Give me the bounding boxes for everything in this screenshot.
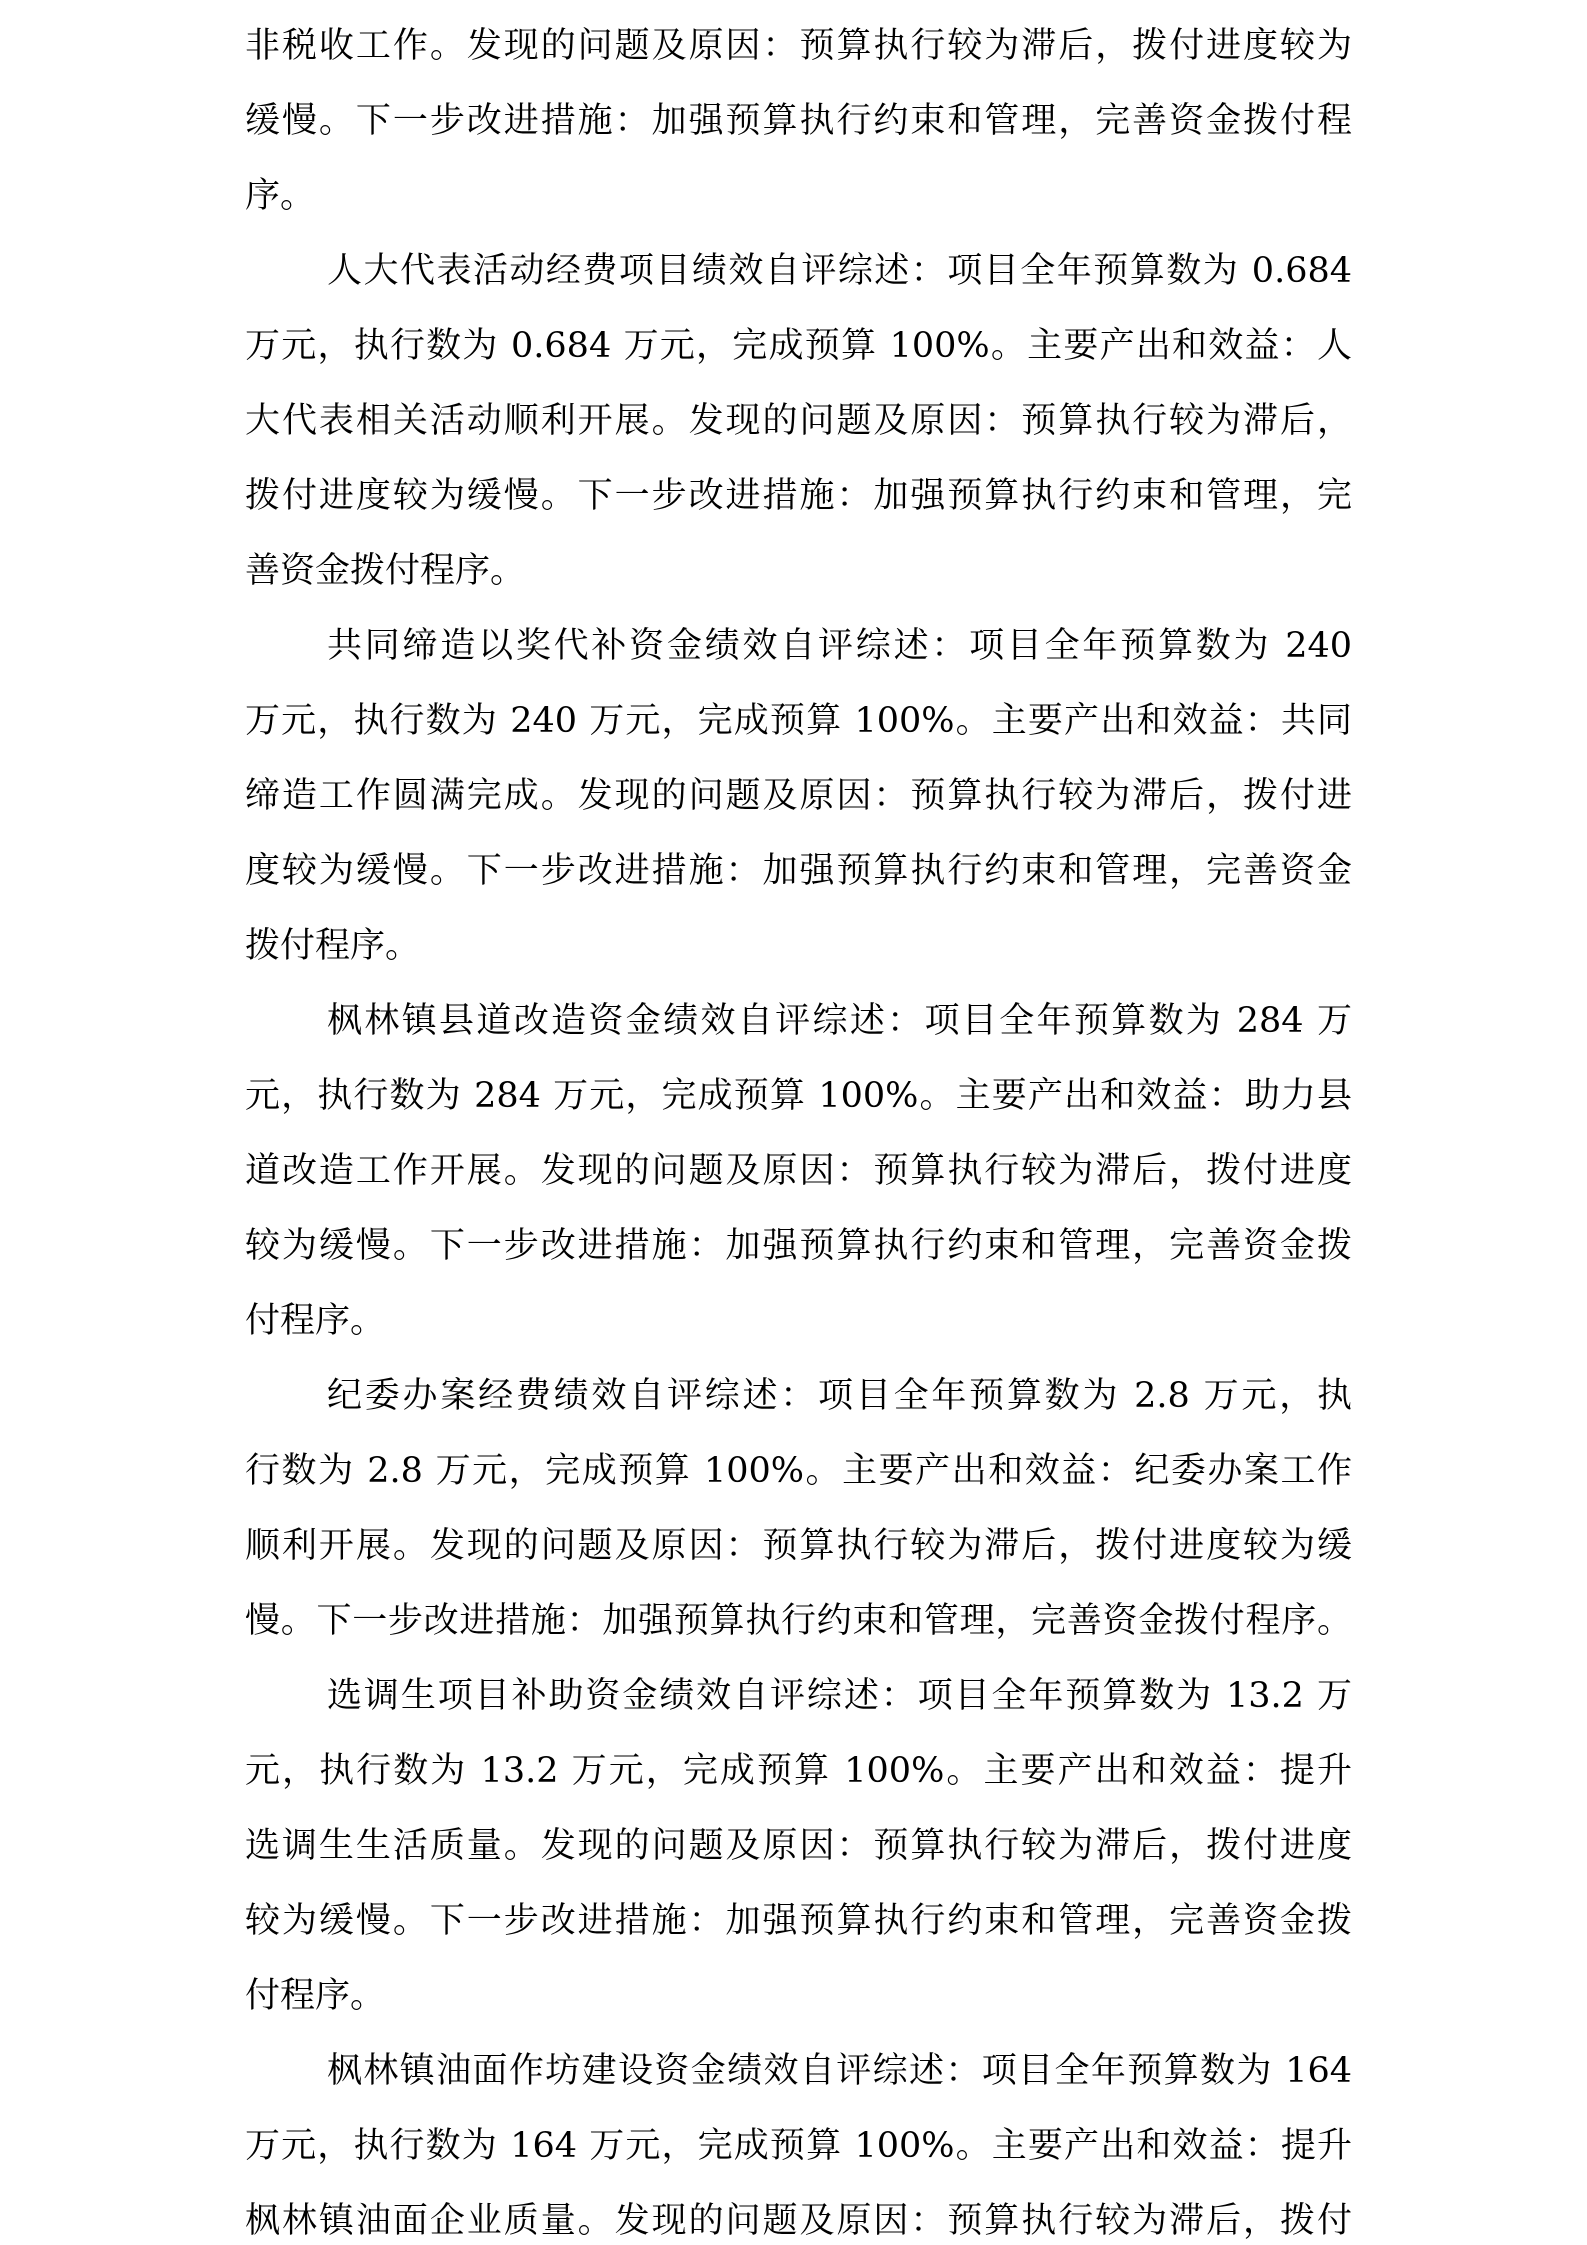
text-line: 道改造工作开展。发现的问题及原因：预算执行较为滞后，拨付进度 <box>245 1151 1352 1191</box>
text-line: 共同缔造以奖代补资金绩效自评综述：项目全年预算数为 240 <box>327 626 1352 666</box>
paragraph <box>245 2051 1352 2241</box>
text-line: 缓慢。下一步改进措施：加强预算执行约束和管理，完善资金拨付程 <box>245 101 1352 141</box>
text-line: 拨付进度较为缓慢。下一步改进措施：加强预算执行约束和管理，完 <box>245 476 1352 516</box>
text-line: 大代表相关活动顺利开展。发现的问题及原因：预算执行较为滞后， <box>245 401 1352 441</box>
text-line: 缔造工作圆满完成。发现的问题及原因：预算执行较为滞后，拨付进 <box>245 776 1352 816</box>
text-line: 非税收工作。发现的问题及原因：预算执行较为滞后，拨付进度较为 <box>245 26 1352 66</box>
text-line: 序。 <box>245 176 316 216</box>
text-line: 拨付程序。 <box>245 926 421 966</box>
document-body <box>245 26 1352 2241</box>
text-line: 万元，执行数为 240 万元，完成预算 100%。主要产出和效益：共同 <box>245 701 1352 741</box>
text-line: 枫林镇油面作坊建设资金绩效自评综述：项目全年预算数为 164 <box>327 2051 1352 2091</box>
paragraph <box>245 1001 1352 1341</box>
text-line: 万元，执行数为 164 万元，完成预算 100%。主要产出和效益：提升 <box>245 2126 1352 2166</box>
text-line: 较为缓慢。下一步改进措施：加强预算执行约束和管理，完善资金拨 <box>245 1226 1352 1266</box>
text-line: 较为缓慢。下一步改进措施：加强预算执行约束和管理，完善资金拨 <box>245 1901 1352 1941</box>
text-line: 元，执行数为 284 万元，完成预算 100%。主要产出和效益：助力县 <box>245 1076 1352 1116</box>
text-line: 行数为 2.8 万元，完成预算 100%。主要产出和效益：纪委办案工作 <box>245 1451 1352 1491</box>
text-line: 顺利开展。发现的问题及原因：预算执行较为滞后，拨付进度较为缓 <box>245 1526 1352 1566</box>
paragraph <box>245 626 1352 966</box>
continued-paragraph <box>245 26 1352 216</box>
text-line: 付程序。 <box>245 1976 386 2016</box>
text-line: 付程序。 <box>245 1301 386 1341</box>
text-line: 人大代表活动经费项目绩效自评综述：项目全年预算数为 0.684 <box>327 251 1352 291</box>
text-line: 善资金拨付程序。 <box>245 551 526 591</box>
paragraph <box>245 1376 1352 1641</box>
text-line: 选调生生活质量。发现的问题及原因：预算执行较为滞后，拨付进度 <box>245 1826 1352 1866</box>
paragraph <box>245 251 1352 591</box>
paragraph <box>245 1676 1352 2016</box>
text-line: 枫林镇油面企业质量。发现的问题及原因：预算执行较为滞后，拨付 <box>245 2201 1352 2241</box>
text-line: 元，执行数为 13.2 万元，完成预算 100%。主要产出和效益：提升 <box>245 1751 1352 1791</box>
text-line: 纪委办案经费绩效自评综述：项目全年预算数为 2.8 万元，执 <box>327 1376 1352 1416</box>
text-line: 选调生项目补助资金绩效自评综述：项目全年预算数为 13.2 万 <box>327 1676 1352 1716</box>
text-line: 度较为缓慢。下一步改进措施：加强预算执行约束和管理，完善资金 <box>245 851 1352 891</box>
text-line: 万元，执行数为 0.684 万元，完成预算 100%。主要产出和效益：人 <box>245 326 1352 366</box>
text-line: 枫林镇县道改造资金绩效自评综述：项目全年预算数为 284 万 <box>327 1001 1352 1041</box>
text-line: 慢。下一步改进措施：加强预算执行约束和管理，完善资金拨付程序。 <box>245 1601 1352 1641</box>
